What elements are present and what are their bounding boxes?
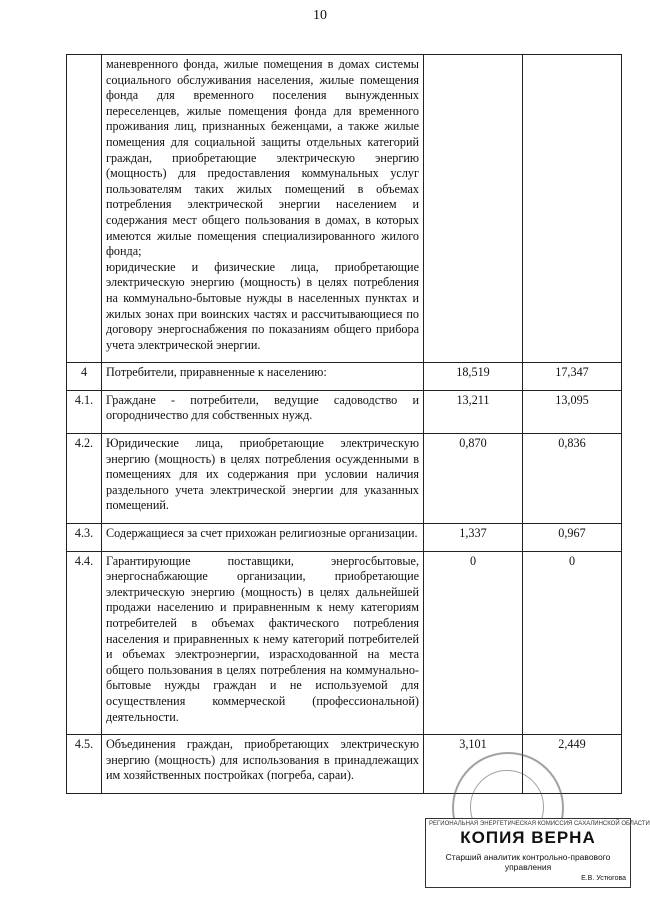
row-number: 4.1. [67,390,102,433]
row-number: 4.2. [67,434,102,524]
description-paragraph: маневренного фонда, жилые помещения в домах системы социального обслуживания населения, жилые помещения фонда для временного поселения вынужденных переселенцев, жилые помещения фонда для временного проживания лиц, признанных беженцами, а также жилые помещения для социальной защиты отдельных категорий граждан, приобретающие электрическую энергию (мощность) для предоставления коммунальных услуг пользователям таких жилых помещений в объемах потребления электрической энергии населением и содержания мест общего пользования в домах, в которых имеются жилые помещения специализированного жилого фонда; [106,57,419,259]
row-description [102,390,424,433]
table-row [67,551,622,735]
row-description [102,551,424,735]
value-column-2: 0,836 [523,434,622,524]
tariff-table [66,54,622,794]
table-row [67,524,622,552]
description-paragraph: Потребители, приравненные к населению: [106,365,327,380]
value-column-1: 13,211 [424,390,523,433]
table-row [67,390,622,433]
row-number: 4.4. [67,551,102,735]
description-paragraph: Содержащиеся за счет прихожан религиозные организации. [106,526,418,541]
table-row [67,55,622,363]
row-description [102,524,424,552]
value-column-1 [424,55,523,363]
value-column-2: 17,347 [523,363,622,391]
row-number: 4 [67,363,102,391]
page-number: 10 [313,8,327,23]
stamp-title: КОПИЯ ВЕРНА [460,828,596,847]
value-column-1: 1,337 [424,524,523,552]
value-column-2: 2,449 [523,735,622,794]
description-paragraph: Гарантирующие поставщики, энергосбытовые, энергоснабжающие организации, приобретающие электрическую энергию (мощность) в целях дальнейшей продажи населению и приравненным к нему категориям потребителей в объемах фактического потребления населения и приравненных к нему категорий потребителей и объемах электроэнергии, израсходованной на места общего пользования в целях потребления на коммунально-бытовые нужды граждан и не используемой для осуществления коммерческой (профессиональной) деятельности. [106,553,419,724]
row-description [102,363,424,391]
row-number [67,55,102,363]
value-column-2: 0 [523,551,622,735]
description-paragraph: Юридические лица, приобретающие электрическую энергию (мощность) в целях потребления осужденными в помещениях для их содержания при условии наличия раздельного учета электрической энергии для указанных помещений. [106,436,419,513]
description-paragraph: юридические и физические лица, приобретающие электрическую энергию (мощность) в целях потребления на коммунально-бытовые нужды в населенных пунктах и жилых зонах при воинских частях и рассчитывающиеся по договору энергоснабжения по показаниям общего прибора учета электрической энергии. [106,259,419,352]
value-column-1: 0 [424,551,523,735]
value-column-1: 18,519 [424,363,523,391]
row-number: 4.5. [67,735,102,794]
value-column-1: 0,870 [424,434,523,524]
row-number: 4.3. [67,524,102,552]
description-paragraph: Граждане - потребители, ведущие садоводство и огородничество для собственных нужд. [106,392,419,423]
certified-copy-stamp [425,818,650,888]
value-column-2: 13,095 [523,390,622,433]
table-row [67,363,622,391]
stamp-position: Старший аналитик контрольно-правового управления [445,852,611,872]
row-description [102,434,424,524]
stamp-signature-name: Е.В. Устюгова [581,875,626,882]
row-description [102,735,424,794]
row-description [102,55,424,363]
value-column-1: 3,101 [424,735,523,794]
description-paragraph: Объединения граждан, приобретающих электрическую энергию (мощность) для использования в принадлежащих им хозяйственных постройках (погреба, сараи). [106,737,419,783]
value-column-2: 0,967 [523,524,622,552]
table-row [67,434,622,524]
stamp-organization: РЕГИОНАЛЬНАЯ ЭНЕРГЕТИЧЕСКАЯ КОМИССИЯ САХАЛИНСКОЙ ОБЛАСТИ [429,821,650,827]
value-column-2 [523,55,622,363]
